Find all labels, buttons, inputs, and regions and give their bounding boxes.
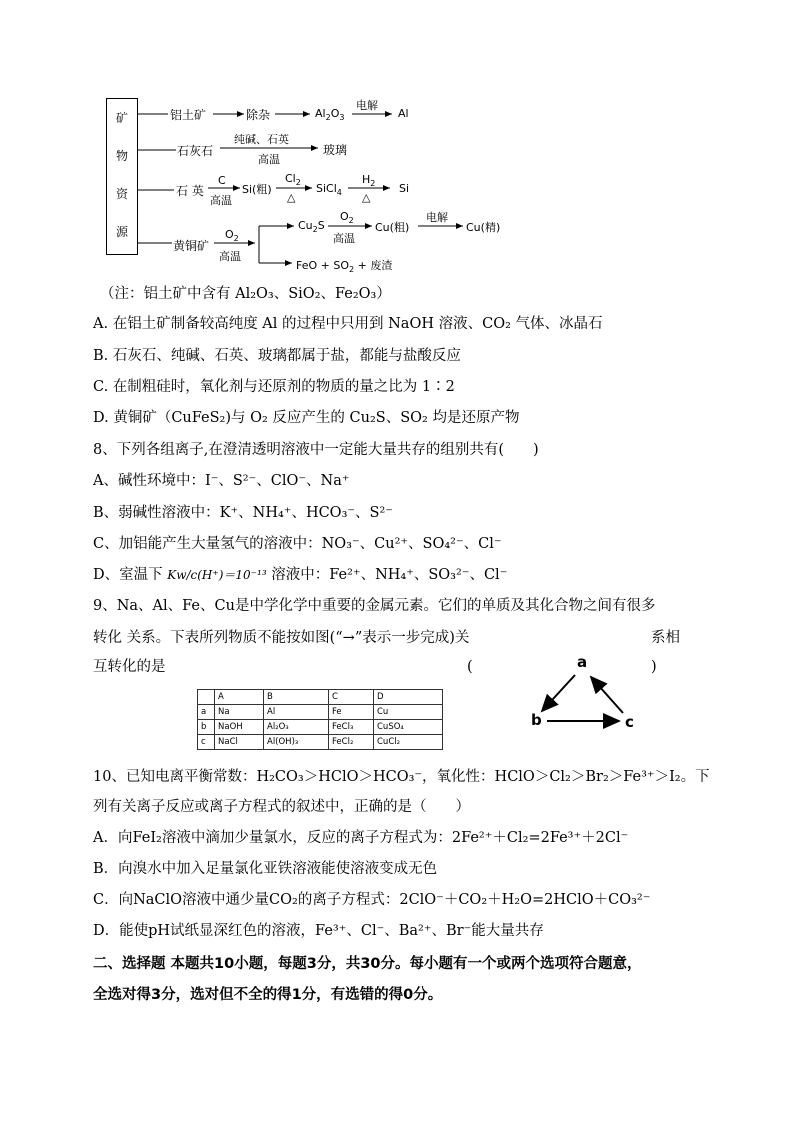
sicl4-label: SiCl$_4$ — [316, 182, 342, 198]
node-b: b — [531, 711, 542, 729]
q10-option-d: D．能使pH试纸显深红色的溶液，Fe³⁺、Cl⁻、Ba²⁺、Br⁻能大量共存 — [93, 923, 544, 939]
box-char: 物 — [115, 149, 128, 163]
limestone-label: 石灰石 — [177, 144, 214, 158]
q9-stem-line2-tail: 系相 — [651, 630, 680, 646]
q8-option-a: A、碱性环境中：I⁻、S²⁻、ClO⁻、Na⁺ — [93, 473, 350, 489]
high-temp-label: 高温 — [219, 250, 241, 263]
al-label: Al — [398, 107, 409, 120]
high-temp-label: 高温 — [210, 194, 232, 207]
q7-option-d: D. 黄铜矿（CuFeS₂)与 O₂ 反应产生的 Cu₂S、SO₂ 均是还原产物 — [93, 410, 520, 426]
heat-label: △ — [362, 191, 371, 204]
cl2-label: $Cl_2$ — [285, 172, 301, 188]
box-char: 矿 — [115, 111, 128, 125]
section2-heading-line2: 全选对得3分，选对但不全的得1分，有选错的得0分。 — [93, 987, 443, 1003]
glass-label: 玻璃 — [323, 143, 348, 157]
section2-heading-line1: 二、选择题 本题共10小题，每题3分，共30分。每小题有一个或两个选项符合题意， — [93, 956, 642, 972]
q9-stem-line2: 转化 关系。下表所列物质不能按如图(“→”表示一步完成)关 — [93, 630, 470, 646]
si-label: Si — [399, 182, 410, 195]
q9-paren-open: ( — [467, 659, 473, 675]
chalcopyrite-label: 黄铜矿 — [173, 239, 210, 253]
q8-option-c: C、加铝能产生大量氢气的溶液中：NO₃⁻、Cu²⁺、SO₄²⁻、Cl⁻ — [93, 536, 502, 552]
electrolysis-label: 电解 — [426, 211, 448, 224]
table-row: b NaOH Al₂O₃ FeCl₃ CuSO₄ — [198, 720, 443, 735]
high-temp-label: 高温 — [258, 153, 280, 166]
q9-stem-line1: 9、Na、Al、Fe、Cu是中学化学中重要的金属元素。它们的单质及其化合物之间有很多 — [93, 598, 656, 614]
q9-stem-line3: 互转化的是 — [93, 659, 166, 675]
flowchart-lines — [0, 0, 794, 285]
soda-quartz-label: 纯碱、石英 — [234, 133, 289, 146]
byproducts-label: FeO + $SO_2$ + 废渣 — [296, 259, 393, 275]
q9-paren-close: ) — [651, 659, 657, 675]
quartz-label: 石 英 — [176, 184, 204, 198]
q8-option-d: D、室温下 Kw/c(H⁺)＝10⁻¹³ 溶液中：Fe²⁺、NH₄⁺、SO₃²⁻、Cl⁻ — [93, 567, 508, 583]
q7-option-b: B. 石灰石、纯碱、石英、玻璃都属于盐，都能与盐酸反应 — [93, 348, 461, 364]
q10-option-c: C．向NaClO溶液中通少量CO₂的离子方程式：2ClO⁻＋CO₂＋H₂O=2HClO＋CO₃²⁻ — [93, 892, 651, 908]
o2-label: $O_2$ — [340, 210, 354, 226]
q8-option-b: B、弱碱性溶液中：K⁺、NH₄⁺、HCO₃⁻、S²⁻ — [93, 505, 393, 521]
node-c: c — [625, 713, 634, 731]
heat-label: △ — [287, 191, 296, 204]
q10-option-b: B．向溴水中加入足量氯化亚铁溶液能使溶液变成无色 — [93, 861, 438, 877]
crude-si-label: Si(粗) — [242, 183, 272, 196]
q10-option-a: A．向FeI₂溶液中滴加少量氯水，反应的离子方程式为：2Fe²⁺＋Cl₂=2Fe³⁺＋2Cl⁻ — [93, 830, 629, 846]
o2-label: $O_2$ — [225, 228, 239, 244]
q8-stem: 8、下列各组离子,在澄清透明溶液中一定能大量共存的组别共有( ) — [93, 442, 539, 458]
table-row: a Na Al Fe Cu — [198, 705, 443, 720]
refined-cu-label: Cu(精) — [466, 221, 501, 234]
electrolysis-label: 电解 — [356, 99, 378, 112]
purify-label: 除杂 — [246, 108, 271, 122]
node-a: a — [577, 653, 588, 671]
box-char: 源 — [115, 225, 128, 239]
flowchart-note: （注：铝土矿中含有 Al₂O₃、SiO₂、Fe₂O₃） — [100, 286, 391, 302]
high-temp-label: 高温 — [333, 232, 355, 245]
cu2s-label: $Cu_2S$ — [298, 219, 325, 235]
bauxite-label: 铝土矿 — [170, 108, 207, 122]
q9-table — [197, 689, 443, 750]
box-char: 资 — [115, 187, 128, 201]
kw-formula: Kw/c(H⁺)＝10⁻¹³ — [167, 568, 267, 582]
q7-option-c: C. 在制粗硅时，氧化剂与还原剂的物质的量之比为 1∶2 — [93, 379, 455, 395]
crude-cu-label: Cu(粗) — [375, 221, 410, 234]
q10-stem-line1: 10、已知电离平衡常数：H₂CO₃＞HClO＞HCO₃⁻，氧化性：HClO＞Cl₂＞Br₂＞Fe³⁺＞I₂。下 — [93, 769, 710, 785]
q7-option-a: A. 在铝土矿制备较高纯度 Al 的过程中只用到 NaOH 溶液、CO₂ 气体、冰晶石 — [93, 316, 603, 332]
mineral-flowchart — [0, 0, 794, 285]
h2-label: $H_2$ — [362, 173, 376, 189]
carbon-label: C — [218, 174, 226, 187]
abc-triangle-diagram — [525, 655, 645, 735]
table-header-row: A B C D — [198, 690, 443, 705]
alumina-label: $Al_2O_3$ — [315, 107, 345, 123]
table-row: c NaCl Al(OH)₃ FeCl₂ CuCl₂ — [198, 735, 443, 750]
q10-stem-line2: 列有关离子反应或离子方程式的叙述中，正确的是（ ） — [93, 799, 470, 815]
